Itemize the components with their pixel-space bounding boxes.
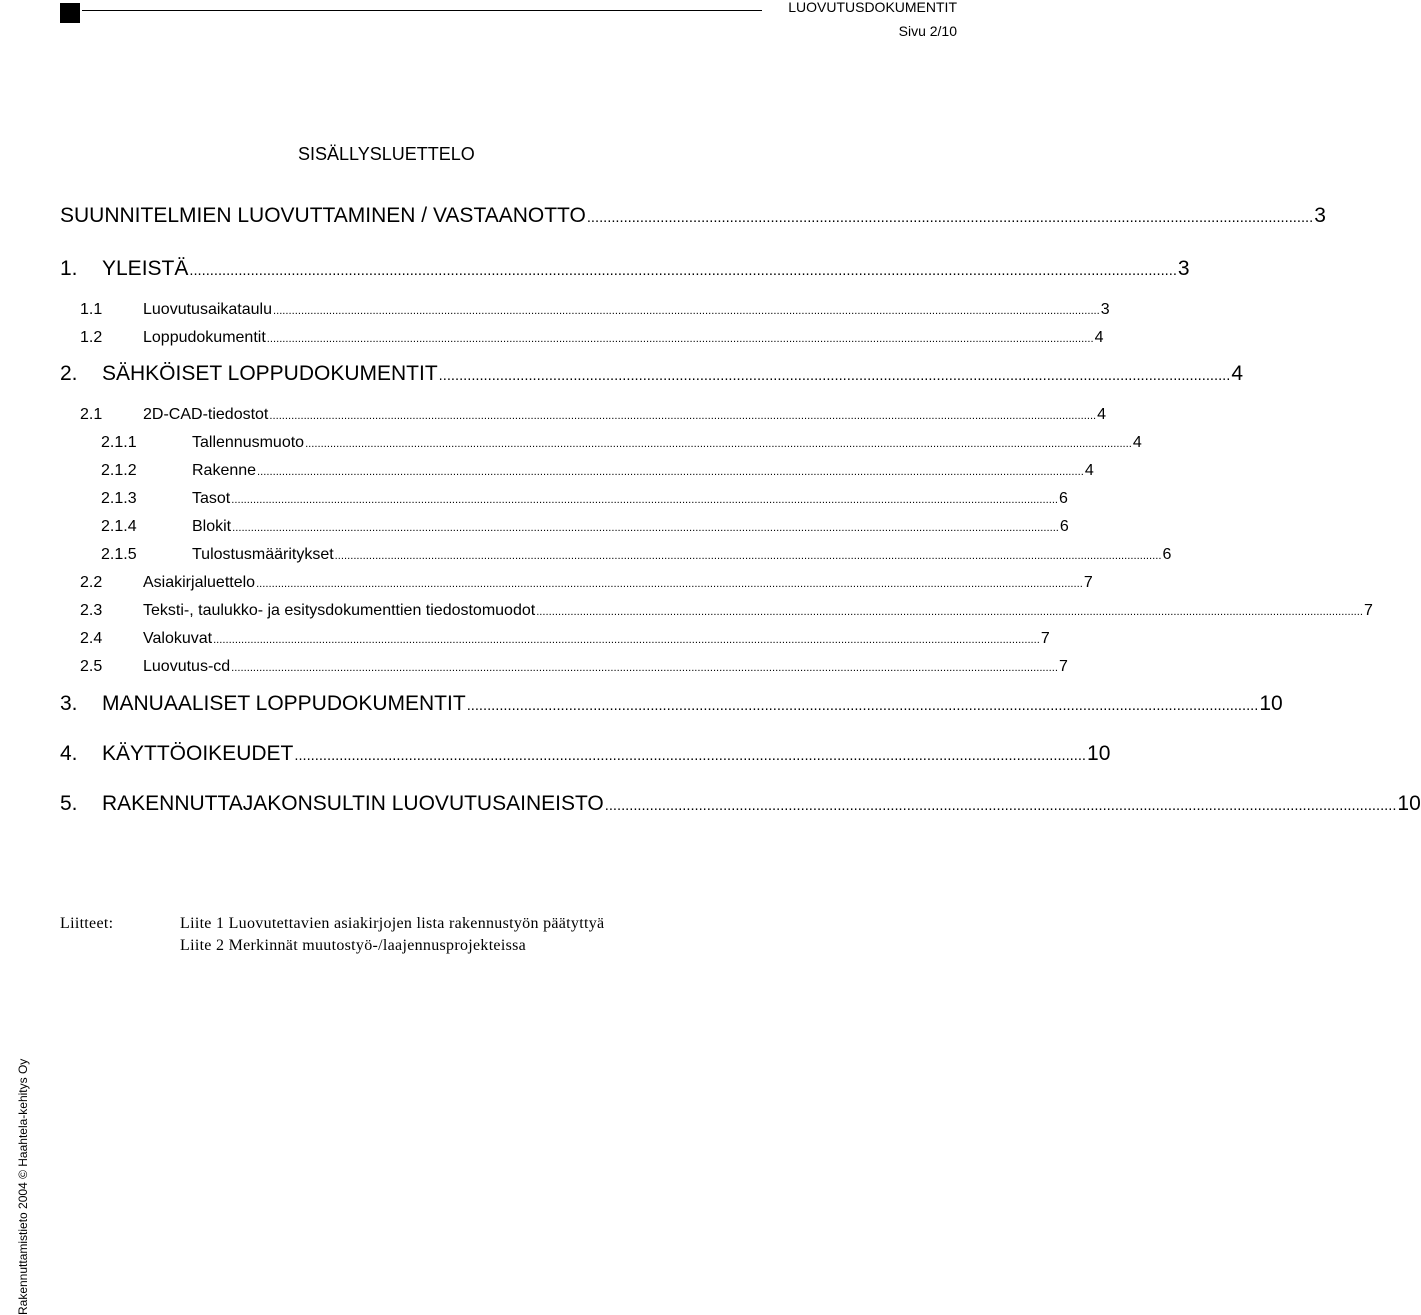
toc-entry-number: 2.1.1 bbox=[101, 434, 137, 451]
toc-entry[interactable] bbox=[101, 518, 1069, 536]
toc-entry-label: Valokuvat bbox=[143, 630, 213, 647]
toc-leader: .................................................................................................................................................................................................. bbox=[438, 368, 1231, 384]
toc-entry[interactable] bbox=[80, 329, 1104, 347]
toc-leader: .......................................................................................................................................................................................................................................................................... bbox=[231, 662, 1058, 674]
toc-entry-page: 7 bbox=[1040, 630, 1050, 647]
toc-entry-number: 2.4 bbox=[80, 630, 103, 647]
toc-leader: .......................................................................................................................................................................................................................................................................... bbox=[269, 410, 1097, 422]
toc-entry-page: 4 bbox=[1094, 329, 1104, 346]
toc-entry-number: 1.2 bbox=[80, 329, 103, 346]
toc-leader: .......................................................................................................................................................................................................................................................................... bbox=[257, 466, 1084, 478]
toc-leader: .................................................................................................................................................................................................................................................. bbox=[189, 263, 1177, 279]
header-logo-square bbox=[60, 3, 80, 23]
toc-entry[interactable] bbox=[101, 434, 1142, 452]
toc-entry-page: 4 bbox=[1132, 434, 1142, 451]
toc-entry-label: Tallennusmuoto bbox=[192, 434, 305, 451]
toc-entry[interactable] bbox=[80, 630, 1050, 648]
toc-leader: .................................................................................................................................................................................................. bbox=[604, 798, 1397, 814]
toc-leader: .................................................................................................................................................................................................. bbox=[466, 698, 1259, 714]
toc-entry[interactable] bbox=[80, 301, 1110, 319]
toc-entry-number: 2.5 bbox=[80, 658, 103, 675]
toc-entry-number: 2.1.5 bbox=[101, 546, 137, 563]
toc-entry-page: 7 bbox=[1083, 574, 1093, 591]
toc-entry[interactable] bbox=[80, 406, 1107, 424]
toc-entry-page: 4 bbox=[1084, 462, 1094, 479]
toc-entry-number: 1.1 bbox=[80, 301, 103, 318]
toc-leader: .................................................................................................................................................................................................. bbox=[294, 748, 1087, 764]
toc-leader: .......................................................................................................................................................................................................................................................................... bbox=[256, 578, 1083, 590]
toc-entry-label: MANUAALISET LOPPUDOKUMENTIT bbox=[102, 692, 466, 715]
toc-entry-page: 4 bbox=[1097, 406, 1107, 423]
toc-entry-page: 7 bbox=[1058, 658, 1068, 675]
attachment-item: Liite 1 Luovutettavien asiakirjojen lista rakennustyön päätyttyä bbox=[180, 915, 605, 932]
toc-entry-number: 2.1.3 bbox=[101, 490, 137, 507]
toc-entry-number: 2.3 bbox=[80, 602, 103, 619]
header-rule bbox=[82, 10, 762, 11]
copyright-sidebar-text: Rakennuttamistieto 2004 © Haahtela-kehitys Oy bbox=[16, 1058, 30, 1315]
toc-entry[interactable] bbox=[101, 546, 1172, 564]
toc-entry-number: 2. bbox=[60, 362, 78, 385]
toc-leader: .......................................................................................................................................................................................................................................................................... bbox=[231, 494, 1059, 506]
attachment-item: Liite 2 Merkinnät muutostyö-/laajennusprojekteissa bbox=[180, 937, 527, 954]
toc-entry-label: Teksti-, taulukko- ja esitysdokumenttien tiedostomuodot bbox=[143, 602, 536, 619]
toc-entry[interactable] bbox=[60, 692, 1283, 716]
toc-entry[interactable] bbox=[80, 602, 1373, 620]
toc-entry-page: 10 bbox=[1087, 742, 1111, 765]
toc-leader: .......................................................................................................................................................................................................................................................................... bbox=[213, 634, 1040, 646]
toc-entry-label: Tasot bbox=[192, 490, 231, 507]
toc-entry-page: 4 bbox=[1231, 362, 1244, 385]
toc-entry-label: Blokit bbox=[192, 518, 232, 535]
toc-entry-page: 6 bbox=[1059, 518, 1069, 535]
header-page-number: Sivu 2/10 bbox=[898, 23, 957, 39]
toc-leader: .......................................................................................................................................................................................................................................................................... bbox=[334, 550, 1162, 562]
toc-entry-page: 6 bbox=[1059, 490, 1068, 507]
toc-entry-page: 10 bbox=[1259, 692, 1283, 715]
toc-entry-page: 10 bbox=[1397, 792, 1421, 815]
toc-entry-label: Luovutusaikataulu bbox=[143, 301, 272, 318]
toc-entry[interactable] bbox=[80, 658, 1068, 676]
toc-entry-label: Luovutus-cd bbox=[143, 658, 231, 675]
toc-entry-number: 5. bbox=[60, 792, 78, 815]
toc-entry-label: SÄHKÖISET LOPPUDOKUMENTIT bbox=[102, 362, 438, 385]
toc-entry-label: Rakenne bbox=[192, 462, 257, 479]
toc-entry[interactable] bbox=[101, 462, 1094, 480]
toc-entry-label: SUUNNITELMIEN LUOVUTTAMINEN / VASTAANOTTO bbox=[60, 204, 586, 227]
toc-entry-number: 2.1 bbox=[80, 406, 103, 423]
toc-entry-number: 1. bbox=[60, 257, 78, 280]
toc-entry-label: YLEISTÄ bbox=[102, 257, 189, 280]
toc-entry-number: 2.2 bbox=[80, 574, 103, 591]
attachments-label: Liitteet: bbox=[60, 915, 114, 932]
toc-title: SISÄLLYSLUETTELO bbox=[298, 144, 475, 164]
toc-leader: .......................................................................................................................................................................................................................................................................... bbox=[536, 606, 1363, 618]
toc-entry-label: RAKENNUTTAJAKONSULTIN LUOVUTUSAINEISTO bbox=[102, 792, 604, 815]
toc-entry[interactable] bbox=[60, 257, 1190, 281]
toc-entry-label: KÄYTTÖOIKEUDET bbox=[102, 742, 294, 765]
toc-entry-label: Loppudokumentit bbox=[143, 329, 266, 346]
toc-entry-number: 3. bbox=[60, 692, 78, 715]
toc-entry-label: Tulostusmääritykset bbox=[192, 546, 334, 563]
toc-entry[interactable] bbox=[60, 742, 1111, 766]
toc-entry-page: 3 bbox=[1314, 204, 1326, 227]
toc-entry-page: 6 bbox=[1162, 546, 1172, 563]
toc-leader: .......................................................................................................................................................................................................................................................................... bbox=[272, 305, 1100, 317]
toc-entry[interactable] bbox=[101, 490, 1068, 508]
toc-entry[interactable] bbox=[60, 792, 1421, 816]
toc-entry[interactable] bbox=[60, 362, 1244, 386]
toc-entry-label: Asiakirjaluettelo bbox=[143, 574, 256, 591]
toc-entry-number: 2.1.4 bbox=[101, 518, 137, 535]
toc-entry-number: 2.1.2 bbox=[101, 462, 137, 479]
toc-entry-page: 3 bbox=[1100, 301, 1110, 318]
toc-entry[interactable] bbox=[60, 204, 1326, 228]
toc-leader: .......................................................................................................................................................................................................................................................................... bbox=[232, 522, 1059, 534]
toc-leader: .......................................................................................................................................................................................................................................................................... bbox=[305, 438, 1132, 450]
toc-leader: .......................................................................................................................................................................................................................................................................... bbox=[266, 333, 1094, 345]
toc-entry-label: 2D-CAD-tiedostot bbox=[143, 406, 269, 423]
toc-leader: .................................................................................................................................................................................. bbox=[586, 210, 1314, 226]
toc-entry-number: 4. bbox=[60, 742, 78, 765]
toc-entry-page: 3 bbox=[1177, 257, 1190, 280]
toc-entry-page: 7 bbox=[1364, 602, 1373, 619]
toc-entry[interactable] bbox=[80, 574, 1093, 592]
header-document-title: LUOVUTUSDOKUMENTIT bbox=[788, 0, 957, 15]
